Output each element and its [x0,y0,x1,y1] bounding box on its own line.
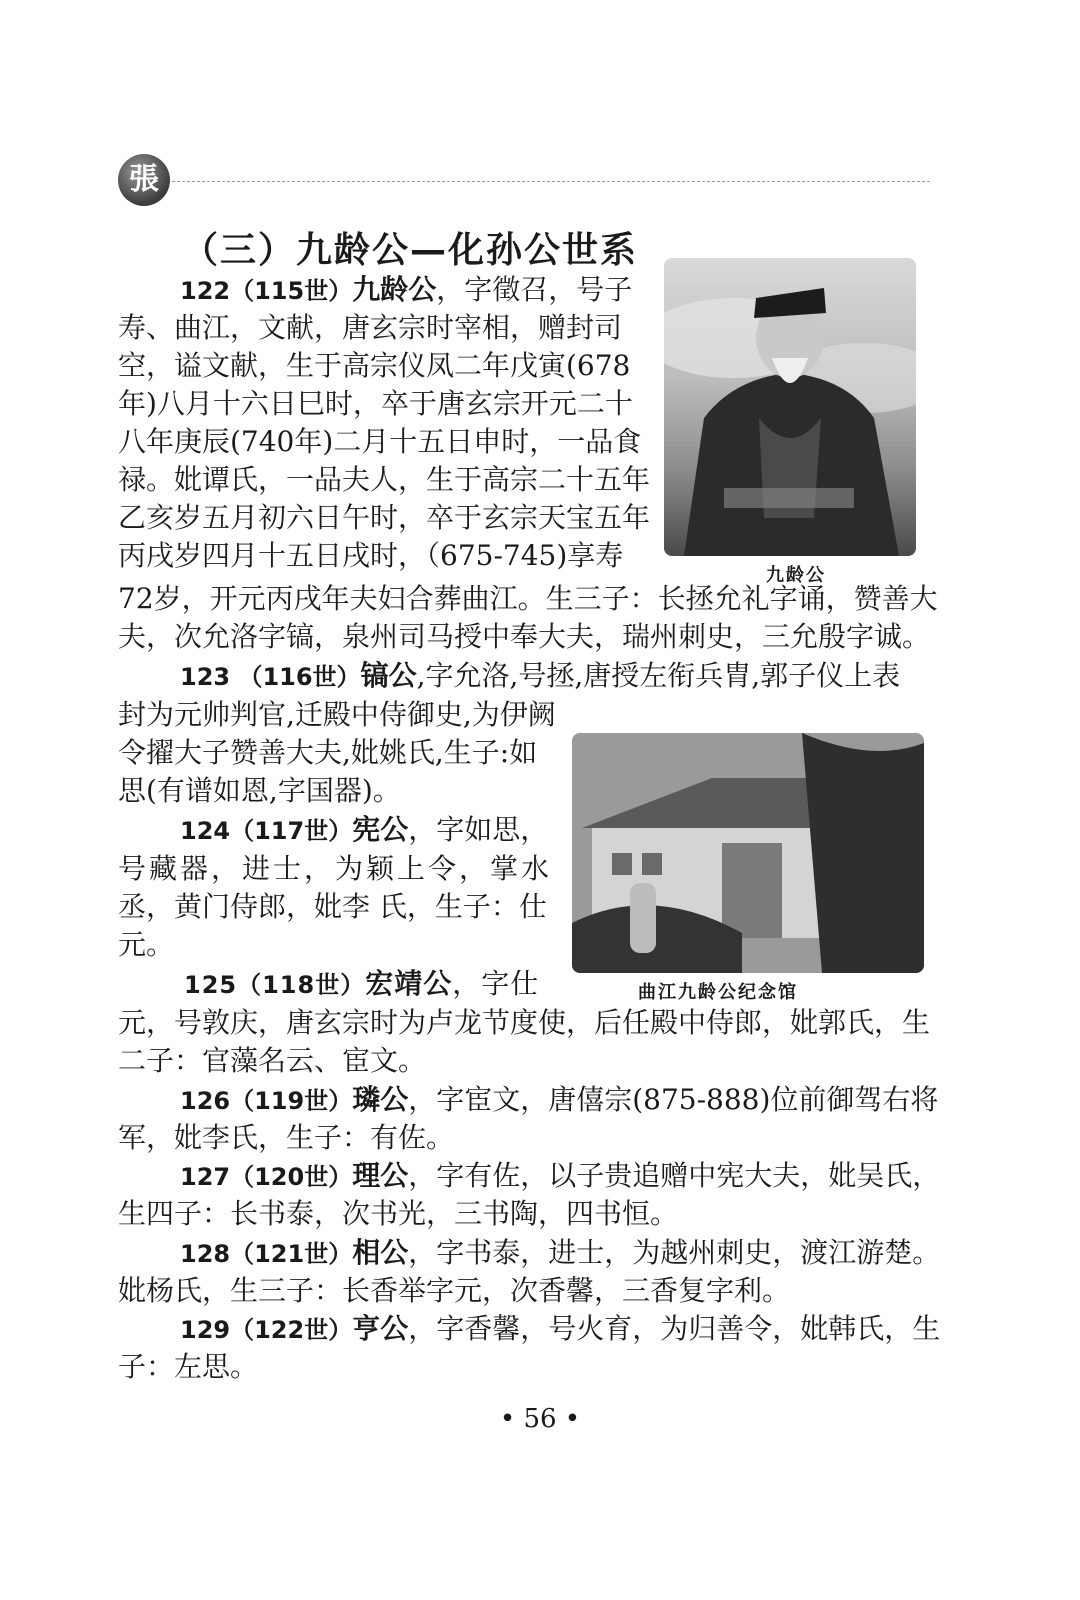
surname-seal: 張 [118,154,170,206]
entry-text: ，字有佐，以子贵追赠中宪大夫，妣吴氏， [408,1159,941,1192]
text-line: 八年庚辰(740年)二月十五日申时，一品食 [118,425,642,458]
text-line [180,1081,938,1119]
portrait-caption: 九龄公 [766,565,826,586]
entry-number: 128（121世） [180,1240,353,1268]
entry-number: 123 （116世） [180,663,361,691]
entry-name: 亨公 [352,1312,409,1345]
text-line [180,811,548,849]
entry-text: ，字香馨，号火育，为归善令，妣韩氏，生 [408,1312,941,1345]
entry-name: 宪公 [352,813,409,846]
entry-number: 129（122世） [180,1316,353,1344]
text-line: 寿、曲江，文献，唐玄宗时宰相，赠封司 [118,311,623,344]
memorial-hall-photo [572,733,924,973]
header-rule [172,181,930,182]
text-line: 封为元帅判官,迁殿中侍御史,为伊阙 [118,698,556,731]
text-line: 妣杨氏，生三子：长香举字元，次香馨，三香复字利。 [118,1274,791,1307]
text-line [180,657,900,695]
text-line: 72岁，开元丙戌年夫妇合葬曲江。生三子：长拯允礼字诵，赞善大 [118,582,938,615]
text-line: 二子：官藻名云、宦文。 [118,1044,427,1077]
text-line: 元，号敦庆，唐玄宗时为卢龙节度使，后任殿中侍郎，妣郭氏，生 [118,1006,931,1039]
entry-name: 璘公 [352,1083,409,1116]
text-line [180,1234,940,1272]
text-line: 生四子：长书泰，次书光，三书陶，四书恒。 [118,1197,679,1230]
text-line [180,1157,940,1195]
entry-text: ,字允洛,号拯,唐授左衔兵胄,郭子仪上表 [416,659,901,692]
entry-name: 宏靖公 [365,967,453,1000]
entry-text: ，字如思， [408,813,549,846]
text-line: 乙亥岁五月初六日午时，卒于玄宗天宝五年 [118,501,651,534]
entry-name: 九龄公 [352,273,437,306]
text-line: 元。 [118,928,175,961]
entry-number: 127（120世） [180,1163,353,1191]
entry-name: 镐公 [360,659,417,692]
text-line [180,1310,940,1348]
text-line: 夫，次允洛字镐，泉州司马授中奉大夫，瑞州刺史，三允殷字诚。 [118,620,931,653]
text-line [184,965,539,1003]
entry-name: 理公 [352,1159,409,1192]
text-line: 空，谥文献，生于高宗仪凤二年戊寅(678 [118,349,631,382]
text-line: 号藏器，进士，为颖上令，掌水 [118,852,553,885]
section-title: （三）九龄公—化孙公世系 [182,230,639,271]
text-line: 思(有谱如恩,字国器)。 [118,774,401,807]
entry-text: ，字宦文，唐僖宗(875-888)位前御驾右将 [408,1083,939,1116]
entry-number: 125（118世） [184,971,366,999]
memorial-hall-caption: 曲江九龄公纪念馆 [638,982,798,1003]
entry-text: ，字徵召，号子 [436,273,633,306]
portrait-photo [664,258,916,556]
entry-number: 124（117世） [180,817,353,845]
text-line: 禄。妣谭氏，一品夫人，生于高宗二十五年 [118,463,651,496]
text-line: 令擢大子赞善大夫,妣姚氏,生子:如 [118,736,538,769]
text-line: 年)八月十六日巳时，卒于唐玄宗开元二十 [118,387,633,420]
entry-text: ，字书泰，进士，为越州刺史，渡江游楚。 [408,1236,941,1269]
text-line: 丙戌岁四月十五日戌时，（675-745)享寿 [118,539,624,572]
text-line [180,271,632,309]
entry-text: ，字仕 [452,967,540,1000]
text-line: 子：左思。 [118,1350,259,1383]
entry-number: 126（119世） [180,1087,353,1115]
page-number: • 56 • [499,1404,581,1434]
text-line: 军，妣李氏，生子：有佐。 [118,1121,455,1154]
text-line: 丞，黄门侍郎，妣李 氏，生子：仕 [118,890,547,923]
entry-number: 122（115世） [180,277,353,305]
entry-name: 相公 [352,1236,409,1269]
